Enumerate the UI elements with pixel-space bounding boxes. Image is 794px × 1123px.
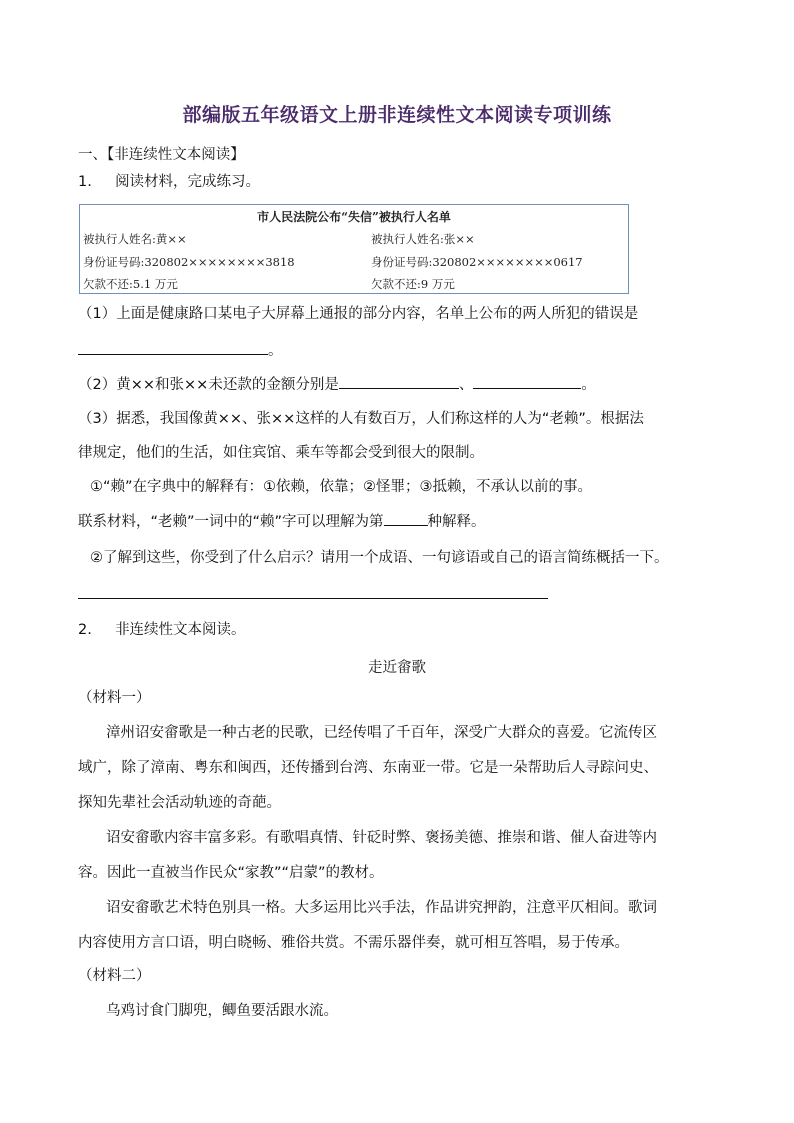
answer-line[interactable] [78, 598, 548, 599]
sub-question-2: （2）黄××和张××未还款的金额分别是 、 。 [78, 374, 596, 395]
section-heading: 一、【非连续性文本阅读】 [78, 147, 245, 163]
dishonest-list-table [79, 204, 629, 294]
table-cell-left-name: 被执行人姓名:黄×× [83, 232, 187, 246]
question-text: 阅读材料，完成练习。 [115, 174, 261, 190]
paragraph-line: 漳州诏安畲歌是一种古老的民歌，已经传唱了千百年，深受广大群众的喜爱。它流传区 [106, 725, 657, 741]
table-cell-left-debt: 欠款不还:5.1 万元 [83, 277, 178, 291]
table-cell-left-id: 身份证号码:320802××××××××3818 [83, 255, 295, 269]
paragraph-line: 乌鸡讨食门脚兜，鲫鱼要活跟水流。 [106, 1003, 338, 1019]
sub-question-3-line-2: 律规定，他们的生活，如住宾馆、乘车等都会受到很大的限制。 [78, 445, 484, 461]
paragraph-line: 域广，除了漳南、粤东和闽西，还传播到台湾、东南亚一带。它是一朵帮助后人寻踪问史、 [78, 760, 658, 776]
page-title: 部编版五年级语文上册非连续性文本阅读专项训练 [182, 104, 612, 126]
paragraph-line: 诏安畲歌内容丰富多彩。有歌唱真情、针砭时弊、褒扬美德、推崇和谐、催人奋进等内 [106, 830, 657, 846]
sub-question-3a: ①“赖”在字典中的解释有：①依赖，依靠；②怪罪；③抵赖，不承认以前的事。 [90, 479, 593, 495]
table-cell-right-debt: 欠款不还:9 万元 [371, 277, 455, 291]
sub-question-3b: 联系材料，“老赖”一词中的“赖”字可以理解为第 种解释。 [78, 511, 486, 532]
paragraph-line: 诏安畲歌艺术特色别具一格。大多运用比兴手法，作品讲究押韵，注意平仄相间。歌词 [106, 900, 657, 916]
question-1-prompt [78, 172, 260, 192]
paragraph-line: 内容使用方言口语，明白晓畅、雅俗共赏。不需乐器伴奏，就可相互答唱，易于传承。 [78, 935, 629, 951]
question-text: 非连续性文本阅读。 [115, 622, 246, 638]
paragraph-line: 容。因此一直被当作民众“家教”“启蒙”的教材。 [78, 865, 384, 881]
table-cell-right-name: 被执行人姓名:张×× [371, 232, 475, 246]
sub-question-1-answer: 。 [78, 340, 283, 361]
answer-blank[interactable] [78, 340, 268, 355]
article-heading: 走近畲歌 [368, 660, 426, 676]
question-2-prompt [78, 620, 246, 640]
paragraph-line: 探知先辈社会活动轨迹的奇葩。 [78, 795, 281, 811]
table-cell-right-id: 身份证号码:320802××××××××0617 [371, 255, 583, 269]
sub-question-3-line-1: （3）据悉，我国像黄××、张××这样的人有数百万，人们称这样的人为“老赖”。根据法 [78, 411, 644, 427]
table-title: 市人民法院公布“失信”被执行人名单 [257, 210, 451, 224]
material-1-label: （材料一） [78, 690, 151, 706]
answer-blank[interactable] [339, 374, 459, 389]
question-number: 1. [78, 174, 92, 190]
sub-question-1: （1）上面是健康路口某电子大屏幕上通报的部分内容，名单上公布的两人所犯的错误是 [78, 306, 639, 322]
answer-blank[interactable] [384, 511, 428, 526]
answer-blank[interactable] [473, 374, 581, 389]
question-number: 2. [78, 622, 92, 638]
sub-question-3c: ②了解到这些，你受到了什么启示？请用一个成语、一句谚语或自己的语言简练概括一下。 [90, 550, 669, 566]
material-2-label: （材料二） [78, 968, 151, 984]
